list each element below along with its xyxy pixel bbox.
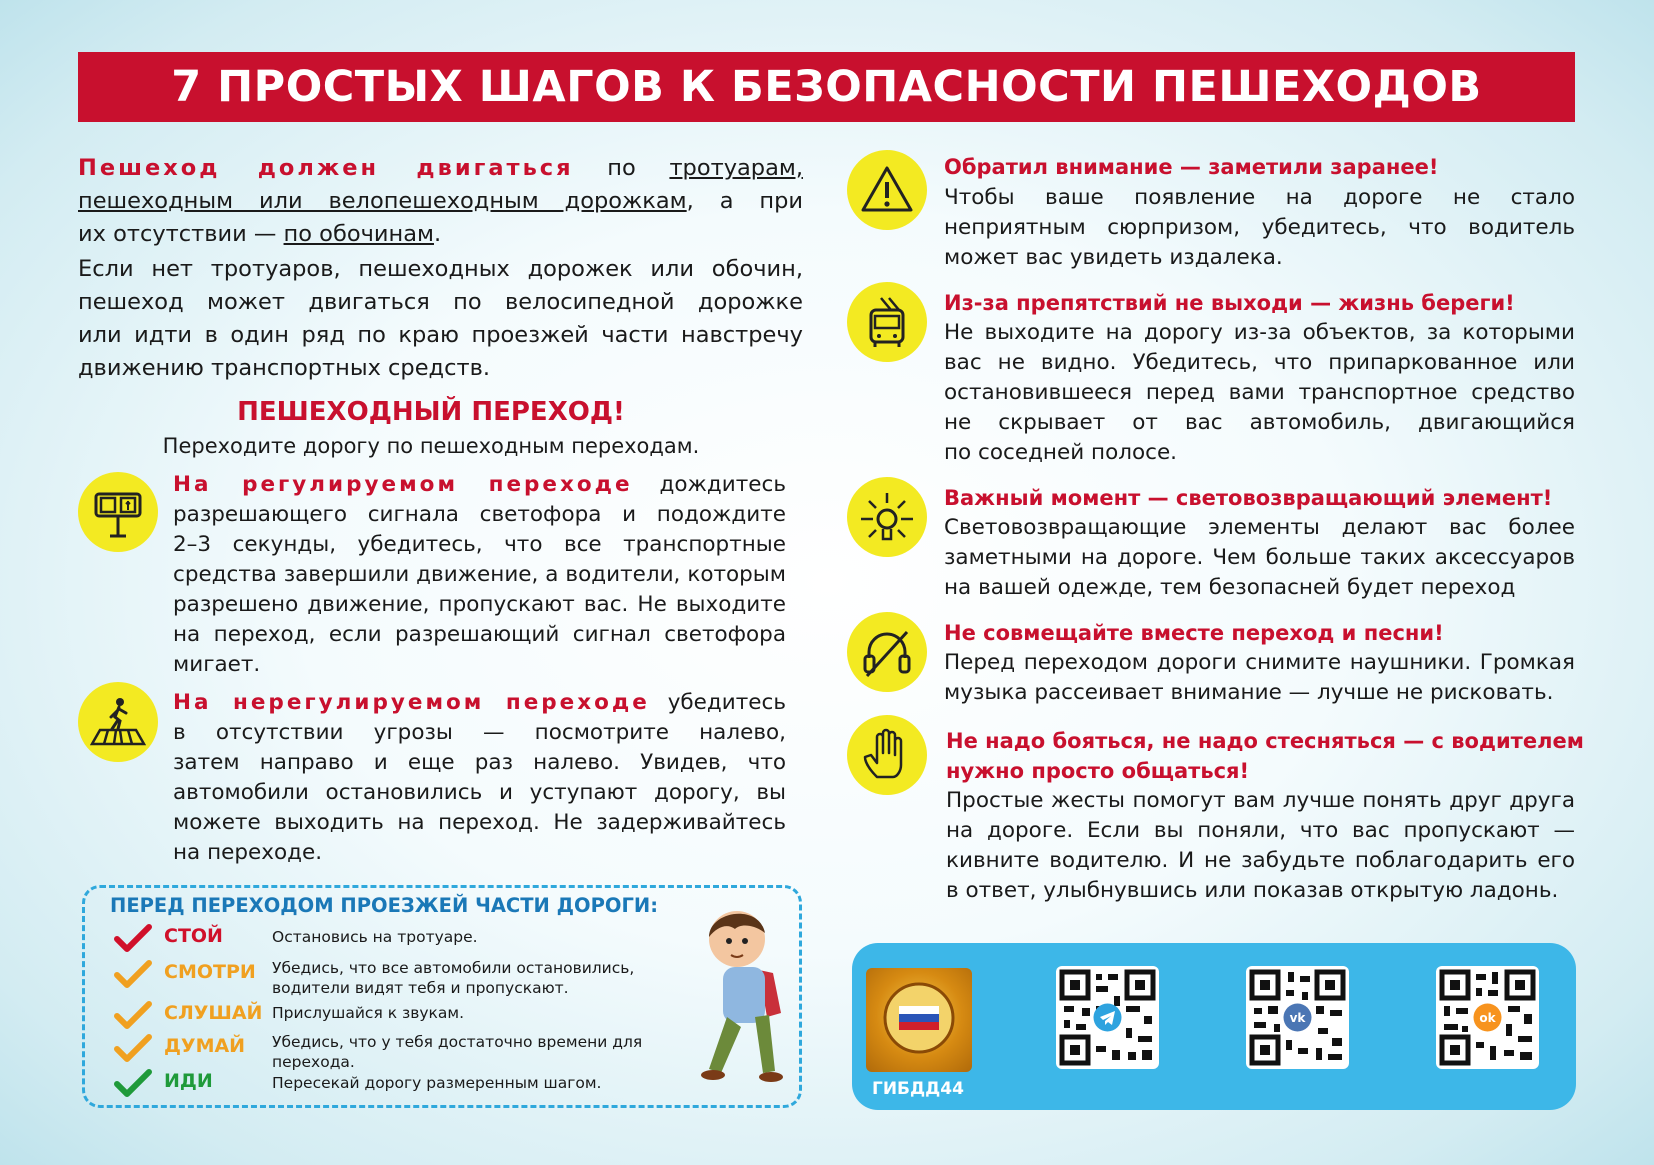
para2-line-2: пешеход может двигаться по велосипедной дорожке: [78, 289, 803, 315]
page-title: 7 ПРОСТЫХ ШАГОВ К БЕЗОПАСНОСТИ ПЕШЕХОДОВ: [78, 52, 1575, 122]
tip-2-line-1: Не выходите на дорогу из-за объектов, за которыми: [944, 320, 1575, 345]
warning-icon: [847, 150, 927, 230]
tip-2-line-2: вас не видно. Убедитесь, что припаркованное или: [944, 350, 1575, 375]
step-word: ДУМАЙ: [164, 1035, 246, 1057]
unregulated-line-3: затем направо и еще раз налево. Увидев, что: [173, 750, 786, 775]
tip-2-line-4: не скрывает от вас автомобиль, двигающийся: [944, 410, 1575, 435]
tip-4-heading: Не совмещайте вместе переход и песни!: [944, 621, 1444, 645]
check-icon: [114, 923, 152, 953]
checklist-title: ПЕРЕД ПЕРЕХОДОМ ПРОЕЗЖЕЙ ЧАСТИ ДОРОГИ:: [110, 894, 658, 917]
step-word: СТОЙ: [164, 925, 223, 947]
tip-1-heading: Обратил внимание — заметили заранее!: [944, 155, 1439, 179]
tip-5-heading-line-2: нужно просто общаться!: [946, 759, 1250, 783]
intro-line-1: Пешеход должен двигаться по тротуарам,: [78, 155, 803, 181]
traffic-light-icon: [78, 472, 158, 552]
step-desc: Пересекай дорогу размеренным шагом.: [272, 1074, 602, 1092]
step-word: СМОТРИ: [164, 961, 256, 983]
para2-line-1: Если нет тротуаров, пешеходных дорожек или обочин,: [78, 256, 803, 282]
tip-5-line-2: на дороге. Если вы поняли, что вас пропускают —: [946, 818, 1575, 843]
regulated-lead: На регулируемом переходе: [173, 472, 633, 497]
tip-5-line-3: кивните водителю. И не забудьте поблагодарить его: [946, 848, 1575, 873]
tip-4-line-1: Перед переходом дороги снимите наушники. Громкая: [944, 650, 1575, 675]
qr-code-image: [1436, 966, 1539, 1069]
svg-text:vk: vk: [1289, 1011, 1306, 1025]
tip-4-line-2: музыка рассеивает внимание — лучше не рисковать.: [944, 680, 1554, 705]
tip-2-line-5: по соседней полосе.: [944, 440, 1178, 465]
unregulated-line-5: можете выходить на переход. Не задерживайтесь: [173, 810, 786, 835]
trolleybus-icon: [847, 282, 927, 362]
regulated-line-5: разрешено движение, пропускают вас. Не выходите: [173, 592, 786, 617]
tip-5-line-1: Простые жесты помогут вам лучше понять друг друга: [946, 788, 1575, 813]
step-word: ИДИ: [164, 1070, 213, 1092]
para2-line-4: движению транспортных средств.: [78, 355, 490, 381]
regulated-line-1: На регулируемом переходе дождитесь: [173, 472, 786, 497]
pedestrian-crossing-icon: [78, 682, 158, 762]
unregulated-line-6: на переходе.: [173, 840, 323, 865]
step-desc: Убедись, что все автомобили остановились, водители видят тебя и пропускают.: [272, 959, 635, 997]
step-desc: Остановись на тротуаре.: [272, 928, 478, 946]
unregulated-line-2: в отсутствии угрозы — посмотрите налево,: [173, 720, 786, 745]
gibdd-emblem-icon: [866, 968, 972, 1072]
regulated-line-6: на переход, если разрешающий сигнал светофора: [173, 622, 786, 647]
unregulated-lead: На нерегулируемом переходе: [173, 690, 650, 715]
tip-1-line-3: может вас увидеть издалека.: [944, 245, 1283, 270]
light-icon: [847, 477, 927, 557]
regulated-line-3: 2–3 секунды, убедитесь, что все транспортные: [173, 532, 786, 557]
step-desc: Прислушайся к звукам.: [272, 1004, 465, 1022]
intro-line-2: пешеходным или велопешеходным дорожкам, а при: [78, 188, 803, 214]
qr-code-image: [1056, 966, 1159, 1069]
walking-boy-illustration: [683, 897, 793, 1097]
tip-2-heading: Из-за препятствий не выходи — жизнь береги!: [944, 291, 1515, 315]
no-headphones-icon: [847, 612, 927, 692]
qr-code-image: [1246, 966, 1349, 1069]
crossing-subtitle: Переходите дорогу по пешеходным переходам.: [162, 434, 700, 458]
brand-label: ГИБДД44: [872, 1079, 964, 1099]
tip-1-line-2: неприятным сюрпризом, убедитесь, что водитель: [944, 215, 1575, 240]
tip-5-line-4: в ответ, улыбнувшись или показав открытую ладонь.: [946, 878, 1559, 903]
check-icon: [114, 1033, 152, 1063]
tip-2-line-3: остановившееся перед вами транспортное средство: [944, 380, 1575, 405]
check-icon: [114, 1000, 152, 1030]
regulated-line-7: мигает.: [173, 652, 261, 677]
qr-code-vk[interactable]: [1246, 966, 1349, 1069]
intro-lead: Пешеход должен двигаться: [78, 155, 574, 181]
hand-icon: [847, 715, 927, 795]
regulated-line-2: разрешающего сигнала светофора и подождите: [173, 502, 786, 527]
step-desc: Убедись, что у тебя достаточно времени для перехода.: [272, 1033, 643, 1071]
svg-text:ok: ok: [1479, 1011, 1496, 1025]
crossing-title: ПЕШЕХОДНЫЙ ПЕРЕХОД!: [237, 397, 625, 427]
intro-line-3: их отсутствии — по обочинам.: [78, 221, 442, 247]
tip-3-line-1: Световозвращающие элементы делают вас более: [944, 515, 1575, 540]
unregulated-line-4: автомобили остановились и уступают дорогу, вы: [173, 780, 786, 805]
step-word: СЛУШАЙ: [164, 1002, 263, 1024]
tip-3-line-2: заметными на дороге. Чем больше таких аксессуаров: [944, 545, 1575, 570]
tip-3-heading: Важный момент — световозвращающий элемент!: [944, 486, 1553, 510]
check-icon: [114, 1068, 152, 1098]
tip-3-line-3: на вашей одежде, тем безопасней будет переход: [944, 575, 1516, 600]
check-icon: [114, 959, 152, 989]
tip-5-heading-line-1: Не надо бояться, не надо стесняться — с водителем: [946, 729, 1584, 753]
regulated-line-4: средства завершили движение, а водители, которым: [173, 562, 786, 587]
tip-1-line-1: Чтобы ваше появление на дороге не стало: [944, 185, 1575, 210]
para2-line-3: или идти в один ряд по краю проезжей части навстречу: [78, 322, 803, 348]
unregulated-line-1: На нерегулируемом переходе убедитесь: [173, 690, 786, 715]
qr-code-ok[interactable]: [1436, 966, 1539, 1069]
qr-code-telegram[interactable]: [1056, 966, 1159, 1069]
